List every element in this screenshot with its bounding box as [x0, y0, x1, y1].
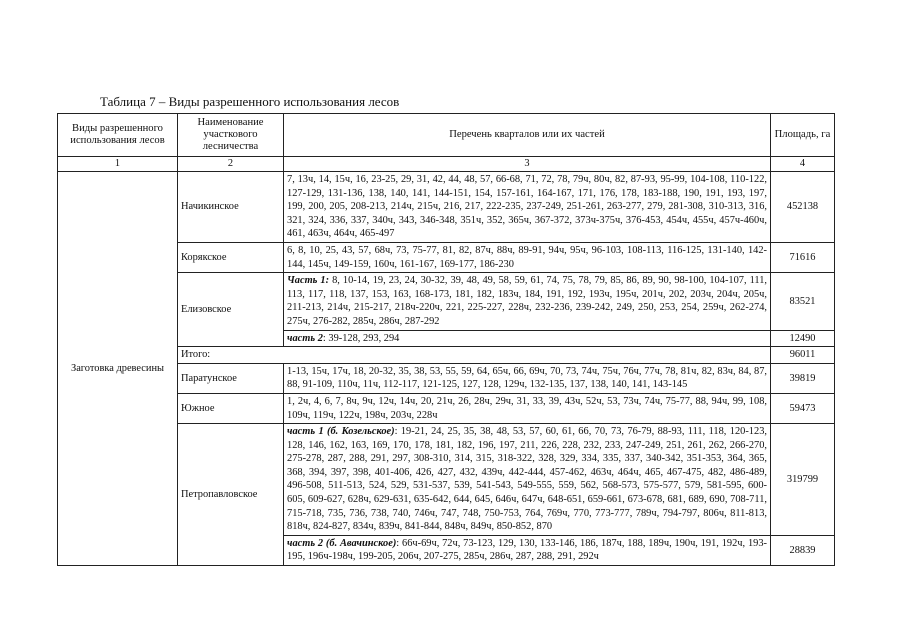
table-row	[58, 172, 835, 243]
quarters-text: : 39-128, 293, 294	[322, 332, 400, 344]
total-label: Итого:	[178, 347, 771, 364]
column-number: 1	[58, 157, 178, 172]
area-value: 28839	[771, 535, 835, 565]
column-number: 3	[284, 157, 771, 172]
area-value: 452138	[771, 172, 835, 243]
area-value: 59473	[771, 393, 835, 423]
column-number: 2	[178, 157, 284, 172]
quarters-list	[284, 535, 771, 565]
quarters-list: 1, 2ч, 4, 6, 7, 8ч, 9ч, 12ч, 14ч, 20, 21ч, 26, 28ч, 29ч, 31, 33, 39, 43ч, 52ч, 53, 73ч, 74ч, 75-77, 88, 94ч, 99, 108, 109ч, 119ч, 122ч, 198ч, 203ч, 228ч	[284, 393, 771, 423]
part-label: часть 1 (б. Козельское)	[287, 426, 395, 438]
quarters-text: : 66ч-69ч, 72ч, 73-123, 129, 130, 133-146, 186, 187ч, 188, 189ч, 190ч, 191, 192ч, 193-195, 196ч-198ч, 199-205, 206ч, 207-275, 285ч, 286ч, 287, 288, 291, 292ч	[287, 537, 767, 563]
forestry-name: Паратунское	[178, 363, 284, 393]
area-value: 83521	[771, 273, 835, 330]
part-label: Часть 1:	[287, 275, 330, 287]
use-type-cell: Заготовка древесины	[58, 172, 178, 566]
header-row	[58, 114, 835, 157]
area-value: 12490	[771, 330, 835, 347]
header-forestry-name: Наименование участкового лесничества	[178, 114, 284, 157]
quarters-list	[284, 330, 771, 347]
forestry-name: Елизовское	[178, 273, 284, 347]
column-number: 4	[771, 157, 835, 172]
header-quarters-list: Перечень кварталов или их частей	[284, 114, 771, 157]
quarters-list	[284, 424, 771, 536]
part-label: часть 2	[287, 332, 323, 344]
area-value: 319799	[771, 424, 835, 536]
table-caption: Таблица 7 – Виды разрешенного использования лесов	[100, 94, 400, 109]
quarters-list: 7, 13ч, 14, 15ч, 16, 23-25, 29, 31, 42, 44, 48, 57, 66-68, 71, 72, 78, 79ч, 80ч, 82, 87-93, 95-99, 104-108, 110-122, 127-129, 131-136, 138, 140, 141, 144-151, 154, 157-161, 164-167, 171, 176, 178, 183-188, 190, 191, 193, 197, 199, 200, 205, 208-213, 214ч, 215ч, 216, 217, 222-235, 237-249, 251-261, 263-277, 279, 281-308, 310-313, 316, 321, 324, 336, 337, 340ч, 343, 346-348, 351ч, 352, 365ч, 367-372, 373ч-375ч, 376-453, 454ч, 455ч, 457ч-460ч, 461, 463ч, 464ч, 465-497	[284, 172, 771, 243]
total-area-value: 96011	[771, 347, 835, 364]
area-value: 71616	[771, 242, 835, 272]
quarters-text: 8, 10-14, 19, 23, 24, 30-32, 39, 48, 49, 58, 59, 61, 74, 75, 78, 79, 85, 86, 89, 90, 98-100, 104-107, 111, 113, 117, 118, 137, 153, 163, 168-173, 181, 182, 183ч, 184, 191, 192, 193ч, 195ч, 201ч, 202, 203ч, 204ч, 205ч, 211-213, 214ч, 215-217, 218ч-220ч, 221, 225-227, 228ч, 232-236, 239-242, 249, 250, 253, 254, 259ч, 262-274, 275ч, 276-282, 285ч, 286ч, 287-292	[287, 275, 767, 327]
forestry-name: Начикинское	[178, 172, 284, 243]
forestry-name: Корякское	[178, 242, 284, 272]
area-value: 39819	[771, 363, 835, 393]
quarters-text: : 19-21, 24, 25, 35, 38, 48, 53, 57, 60, 61, 66, 70, 73, 76-79, 88-93, 111, 118, 120-123, 128, 146, 162, 163, 169, 170, 178, 181, 182, 196, 197, 211, 226, 228, 232, 233, 247-249, 251, 261, 262, 266-270, 275-278, 287, 288, 291, 297, 308-310, 314, 315, 318-322, 328, 329, 334, 335, 337, 340-342, 351-353, 364, 365, 368, 394, 397, 398, 401-406, 426, 427, 432, 439ч, 442-444, 457-462, 463ч, 464ч, 465, 467-475, 482, 486-489, 496-508, 511-513, 524, 529, 531-537, 539, 541-543, 549-555, 559, 562, 568-573, 575-577, 579, 581-595, 600-605, 609-627, 628ч, 629-631, 635-642, 644, 645, 646ч, 647ч, 648-651, 659-661, 673-678, 681, 689, 690, 708-711, 715-718, 735, 736, 738, 740, 746ч, 747, 748, 750-753, 764, 769ч, 770, 773-777, 789ч, 794-797, 806ч, 811-813, 818ч, 824-827, 834ч, 839ч, 841-844, 848ч, 849ч, 850-852, 870	[287, 426, 767, 533]
quarters-list	[284, 273, 771, 330]
header-area: Площадь, га	[771, 114, 835, 157]
header-use-type: Виды разрешенного использования лесов	[58, 114, 178, 157]
forestry-name: Петропавловское	[178, 424, 284, 566]
forestry-name: Южное	[178, 393, 284, 423]
quarters-list: 1-13, 15ч, 17ч, 18, 20-32, 35, 38, 53, 55, 59, 64, 65ч, 66, 69ч, 70, 73, 74ч, 75ч, 76ч, 77ч, 78, 81ч, 82, 83ч, 84, 87, 88, 91-109, 110ч, 11ч, 112-117, 121-125, 127, 128, 129ч, 132-135, 137, 138, 140, 141, 143-145	[284, 363, 771, 393]
column-number-row	[58, 157, 835, 172]
part-label: часть 2 (б. Авачинское)	[287, 537, 397, 549]
quarters-list: 6, 8, 10, 25, 43, 57, 68ч, 73, 75-77, 81, 82, 87ч, 88ч, 89-91, 94ч, 95ч, 96-103, 108-113, 116-125, 131-140, 142-144, 145ч, 149-159, 160ч, 161-167, 169-177, 186-230	[284, 242, 771, 272]
permitted-use-table	[57, 113, 835, 566]
